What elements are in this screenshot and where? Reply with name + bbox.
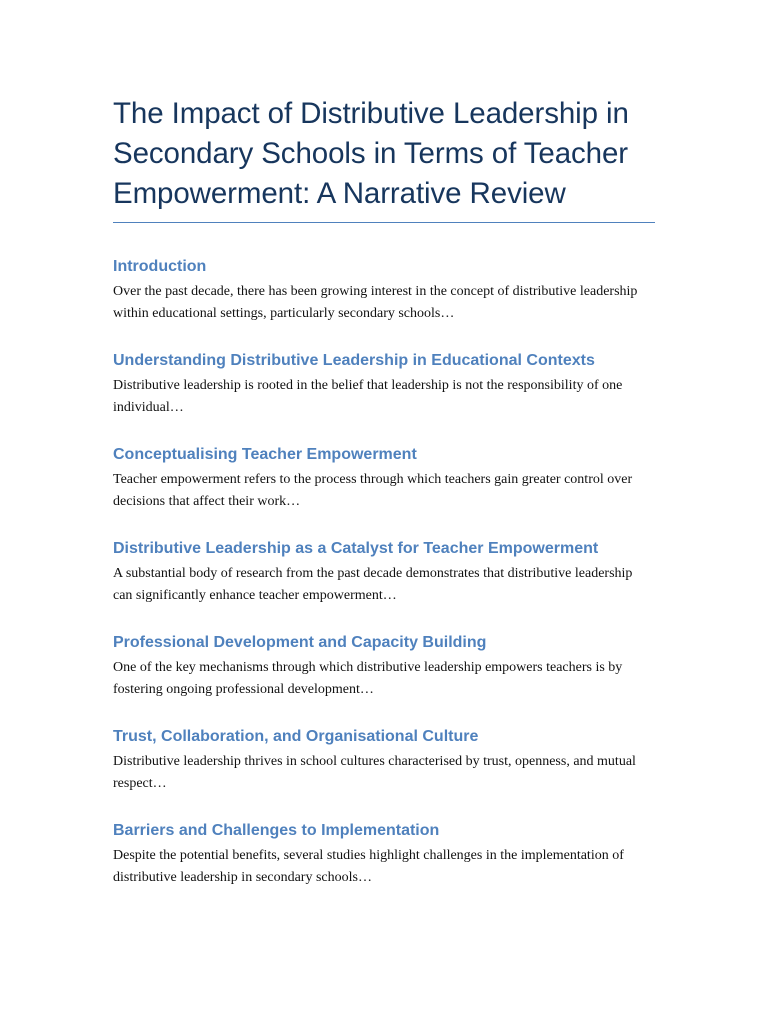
section-trust-collaboration bbox=[113, 726, 655, 794]
document-title: The Impact of Distributive Leadership in Secondary Schools in Terms of Teacher Empowerment: A Narrative Review bbox=[113, 94, 655, 223]
section-heading: Conceptualising Teacher Empowerment bbox=[113, 446, 417, 463]
section-body: A substantial body of research from the past decade demonstrates that distributive leadership can significantly enhance teacher empowerment… bbox=[113, 566, 633, 603]
section-body: Distributive leadership thrives in school cultures characterised by trust, openness, and mutual respect… bbox=[113, 754, 636, 791]
document-page bbox=[113, 94, 655, 914]
section-professional-development bbox=[113, 632, 655, 700]
section-heading: Barriers and Challenges to Implementation bbox=[113, 822, 440, 839]
section-understanding-distributive-leadership bbox=[113, 350, 655, 418]
section-catalyst bbox=[113, 538, 655, 606]
section-heading: Understanding Distributive Leadership in Educational Contexts bbox=[113, 352, 595, 369]
section-list bbox=[113, 256, 655, 888]
section-introduction bbox=[113, 256, 655, 324]
section-heading: Trust, Collaboration, and Organisational Culture bbox=[113, 728, 479, 745]
section-barriers bbox=[113, 820, 655, 888]
section-heading: Distributive Leadership as a Catalyst for Teacher Empowerment bbox=[113, 540, 599, 557]
section-body: Over the past decade, there has been growing interest in the concept of distributive leadership within educational settings, particularly secondary schools… bbox=[113, 284, 638, 321]
section-body: Distributive leadership is rooted in the belief that leadership is not the responsibility of one individual… bbox=[113, 378, 623, 415]
section-heading: Professional Development and Capacity Building bbox=[113, 634, 487, 651]
section-body: Despite the potential benefits, several studies highlight challenges in the implementation of distributive leadership in secondary schools… bbox=[113, 848, 624, 885]
section-body: Teacher empowerment refers to the process through which teachers gain greater control over decisions that affect their work… bbox=[113, 472, 633, 509]
section-teacher-empowerment bbox=[113, 444, 655, 512]
section-heading: Introduction bbox=[113, 258, 207, 275]
section-body: One of the key mechanisms through which distributive leadership empowers teachers is by fostering ongoing professional development… bbox=[113, 660, 623, 697]
